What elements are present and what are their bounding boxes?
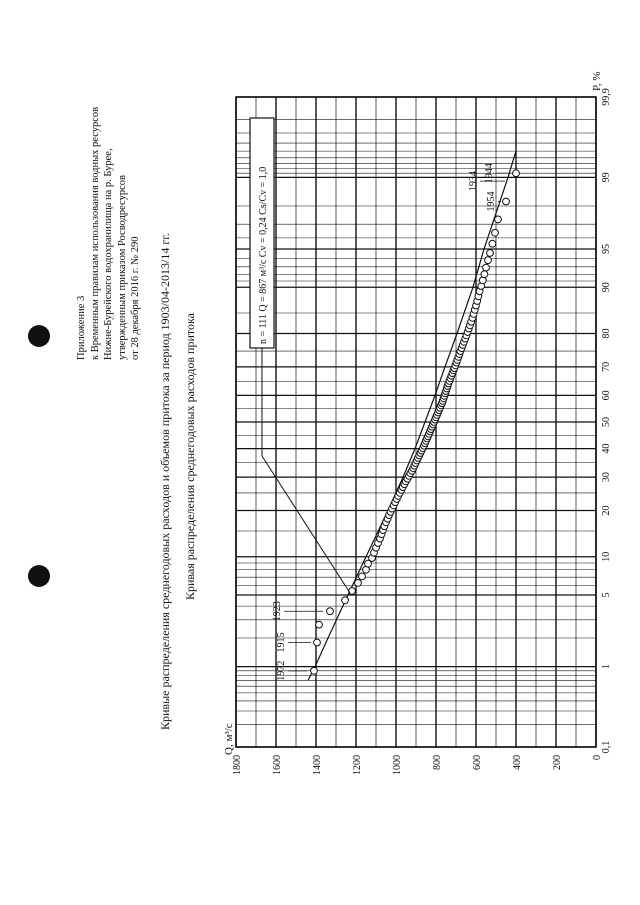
data-point: [492, 229, 499, 236]
x-tick-label: 0,1: [601, 740, 612, 754]
y-axis-label: Q, м³/с: [223, 723, 235, 755]
data-point: [513, 170, 520, 177]
y-tick-label: 600: [472, 755, 483, 770]
legend-text: n = 111 Q = 867 м³/с Cv = 0,24 Cs/Cv = 1,0: [258, 166, 269, 344]
header-line: от 28 декабря 2016 г. № 290: [130, 236, 141, 360]
year-annotation: 1944: [484, 163, 495, 184]
y-tick-label: 1400: [312, 755, 323, 775]
header-line: к Временным правилам использования водных ресурсов: [89, 106, 101, 360]
fitted-curve: [308, 151, 516, 680]
x-tick-label: 99,9: [601, 88, 612, 106]
data-point: [342, 597, 349, 604]
x-tick-label: 20: [601, 505, 612, 516]
data-point: [316, 621, 323, 628]
data-point: [359, 573, 366, 580]
x-tick-label: 60: [601, 390, 612, 401]
x-tick-label: 10: [601, 551, 612, 562]
year-annotation: 1954: [486, 191, 497, 212]
header-line: Нижне-Бурейского водохранилища на р. Бурее,: [103, 148, 114, 360]
x-tick-label: 90: [601, 282, 612, 293]
data-point: [355, 580, 362, 587]
y-tick-label: 200: [552, 755, 563, 770]
data-point: [314, 639, 321, 646]
data-point: [487, 250, 494, 257]
data-point: [483, 264, 490, 271]
x-tick-label: 5: [601, 592, 612, 598]
data-point: [349, 588, 356, 595]
year-annotation: 1934: [468, 171, 479, 192]
header-line: Приложение 3: [76, 295, 87, 360]
year-annotation: 1972: [276, 660, 287, 681]
document-title: Кривые распределения среднегодовых расходов и объемов притока за период 1903/04-2013/14 гг.: [158, 233, 172, 730]
data-point: [495, 216, 502, 223]
data-point: [481, 271, 488, 278]
year-annotation: 1923: [272, 601, 283, 622]
data-point: [311, 667, 318, 674]
x-axis-label: P, %: [591, 71, 603, 91]
y-tick-label: 1800: [232, 755, 243, 775]
data-point: [489, 240, 496, 247]
chart-grid: [236, 97, 596, 747]
data-point: [503, 198, 510, 205]
y-tick-label: 1600: [272, 755, 283, 775]
y-tick-label: 1000: [392, 755, 403, 775]
header-line: утвержденным приказом Росводресурсов: [116, 175, 128, 360]
x-tick-label: 80: [601, 328, 612, 339]
x-tick-label: 40: [601, 443, 612, 454]
chart-subtitle: Кривая распределения среднегодовых расходов притока: [183, 313, 197, 600]
y-tick-label: 0: [592, 755, 603, 760]
x-tick-label: 50: [601, 417, 612, 427]
x-tick-label: 30: [601, 472, 612, 483]
y-tick-label: 800: [432, 755, 443, 770]
year-annotation: 1915: [276, 632, 287, 653]
x-tick-label: 70: [601, 361, 612, 372]
x-tick-label: 1: [601, 664, 612, 670]
y-tick-label: 400: [512, 755, 523, 770]
data-point: [485, 257, 492, 264]
data-point: [327, 608, 334, 615]
x-tick-label: 99: [601, 172, 612, 183]
y-tick-label: 1200: [352, 755, 363, 775]
x-tick-label: 95: [601, 244, 612, 255]
legend-box: [250, 118, 274, 348]
